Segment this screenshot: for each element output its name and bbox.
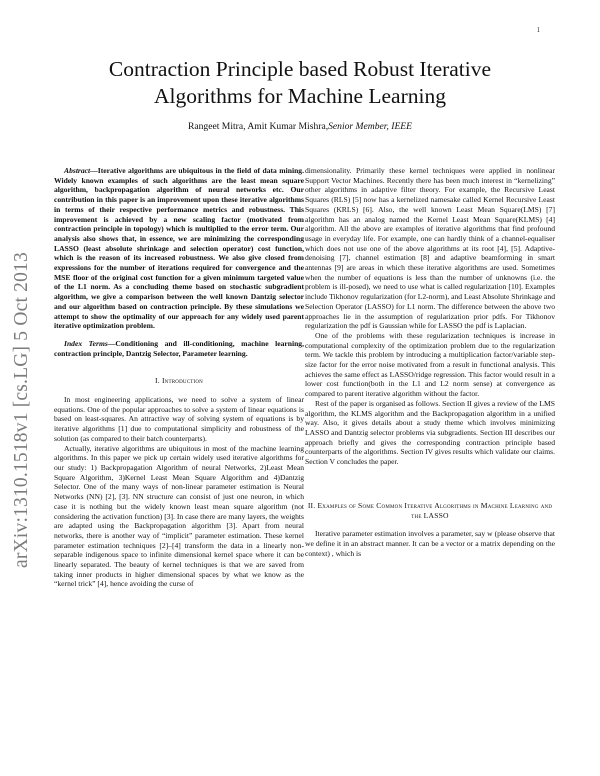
paragraph: Actually, iterative algorithms are ubiquitous in most of the machine learning algorithms. In this paper we pick up certain widely used iterative algorithms for our study: 1) Backpropagation Algorithm of neural Networks, 2)Least Mean Square Algorithm, 3)Kernel Least Mean Square Algorithm and 4)Dantzig Selector. One of the many ways of non-linear parameter estimation is Neural Networks (NN) [2], [3]. NN structure can consist of just one neuron, in which case it is nothing but the widely known least mean square algorithm (not considering the activation function) [3]. In case there are many layers, the weights are adapted using the Backpropagation algorithm [3]. Apart from neural networks, there is another way of “implicit” parameter estimation. These kernel parameter estimation techniques [2]–[4] transform the data in a linearly non-separable indigenous space to infinite dimensional kernel space where it can be linearly separated. The beauty of kernel techniques is that we are saved from taking inner products in higher dimensional spaces by what we know as the “kernel trick” [4], hence avoiding the curse of (54, 443, 304, 589)
index-terms-paragraph (54, 339, 304, 358)
author-membership: Senior Member, IEEE (328, 121, 413, 132)
paragraph: One of the problems with these regularization techniques is increase in computational complexity of the optimization problem due to the regularization term. We tackle this problem by introducing a multiplication factor/variable step-size factor for the error noise motivated from a result in functional analysis. This achieves the same effect as LASSO/ridge regression. This factor would result in a lower cost function(both in the L1 and L2 norm sense) at convergence as compared to parent iterative algorithm without the factor. (305, 330, 555, 399)
page-number: 1 (536, 26, 540, 34)
author-names: Rangeet Mitra, Amit Kumar Mishra, (187, 121, 329, 132)
abstract (54, 166, 304, 331)
paragraph: Rest of the paper is organised as follows. Section II gives a review of the LMS algorithm, the KLMS algorithm and the Backpropagation algorithm in a unified way. Also, it gives details about a study theme which involves minimizing LASSO and Dantzig selector problems via subgradients. Section III describes our approach briefly and gives the corresponding contraction principle based counterparts of the algorithms. Section IV gives results which validate our claims. Section V concludes the paper. (305, 398, 555, 467)
author-line (60, 121, 540, 132)
paper-title: Contraction Principle based Robust Iterative Algorithms for Machine Learning (108, 57, 492, 108)
arxiv-id: arXiv:1310.1518v1 [cs.LG] 5 Oct 2013 (11, 252, 32, 568)
abstract-label: Abstract (64, 166, 91, 175)
index-terms (54, 339, 304, 358)
index-terms-label: Index Terms (64, 338, 108, 348)
section-heading-introduction: I. Introduction (155, 376, 203, 386)
index-terms-text: —Conditioning and ill-conditioning, machine learning, contraction principle, Dantzig Selector, Parameter learning. (54, 338, 304, 358)
section-heading-examples: II. Examples of Some Common Iterative Algorithms in Machine Learning and the LASSO (307, 500, 553, 520)
paragraph: dimensionality. Primarily these kernel techniques were applied in nonlinear Support Vector Machines. Recently there has been much interest in “kernelizing” other algorithms in adaptive filter theory. For example, the Recursive Least Squares (RLS) [5] now has a kernelized namesake called Kernel Recursive Least Squares (KRLS) [6]. Also, the well known Least Mean Square(LMS) [7] algorithm has an analog named the Kernel Least Mean Square(KLMS) [4] algorithm. All the above are examples of iterative algorithms that find profound usage in everyday life. For example, one can hardly think of a channel-equaliser which does not use one of the above algorithms at its root [4], [5]. Adaptive-denoising [7], channel estimation [8] and adaptive beamforming in smart antennas [9] are areas in which these iterative algorithms are used. Sometimes when the number of equations is less than the number of unknowns (i.e. the problem is ill-posed), we need to use what is called regularization [10]. Examples include Tikhonov regularization (for L2-norm), and Least Absolute Shrinkage and Selection Operator (LASSO) for L1 norm. The difference between the above two approaches lie in the assumption of regularization prior pdfs. For Tikhonov regularization the pdf is Gaussian while for LASSO the pdf is Laplacian. (305, 166, 555, 331)
introduction-body (54, 395, 304, 589)
abstract-paragraph (54, 166, 304, 331)
paragraph: Iterative parameter estimation involves a parameter, say w (please observe that we define it in an abstract manner. It can be a vector or a matrix depending on the context) , which is (305, 529, 555, 558)
introduction-body-continued (305, 166, 555, 467)
abstract-text: —Iterative algorithms are ubiquitous in the field of data mining. Widely known examples of such algorithms are the least mean square algorithm, backpropagation algorithm of neural networks etc. Our contribution in this paper is an improvement upon these iterative algorithms in terms of their respective performance metrics and robustness. This improvement is achieved by a new scaling factor (motivated from contraction principle in topology) which is multiplied to the error term. Our analysis also shows that, in essence, we are minimizing the corresponding LASSO (least absolute shrinkage and selection operator) cost function, which is the reason of its increased robustness. We also give closed from expressions for the number of iterations required for convergence and the MSE floor of the original cost function for a given minimum targeted value of the L1 norm. As a concluding theme based on stochastic subgradient algorithm, we give a comparison between the well known Dantzig selector and our algorithm based on contraction principle. By these simulations we attempt to show the optimality of our approach for any widely used parent iterative optimization problem. (54, 166, 304, 331)
left-column (54, 166, 304, 589)
section2-body (305, 529, 555, 558)
arxiv-stamp (12, 170, 32, 650)
paragraph: In most engineering applications, we need to solve a system of linear equations. One of the popular approaches to solve a system of linear equations is based on least-squares. An attractive way of solving system of equations is by iterative algorithms [1] due to computational simplicity and robustness of the solution (as compared to their batch counterparts). (54, 395, 304, 443)
right-column (305, 166, 555, 558)
